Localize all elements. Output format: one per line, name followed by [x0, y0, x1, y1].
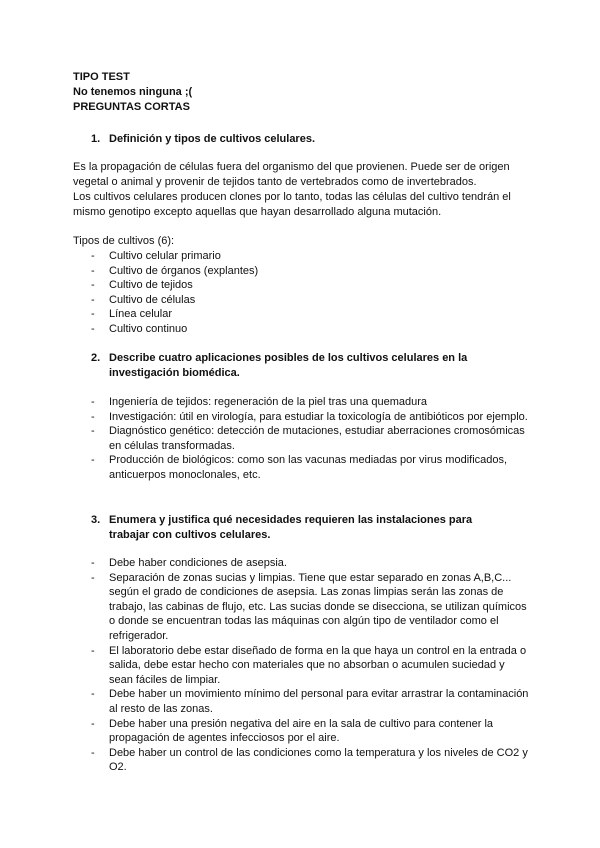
- list-item: [91, 746, 531, 775]
- document-header: [73, 70, 192, 115]
- types-label: Tipos de cultivos (6):: [73, 235, 175, 247]
- list-item-text: Cultivo de células: [109, 293, 196, 306]
- list-item: [91, 278, 531, 293]
- dash-bullet: -: [91, 454, 95, 467]
- dash-bullet: -: [91, 396, 95, 408]
- list-item-text: Cultivo de tejidos: [109, 279, 193, 292]
- question-3-title: [91, 513, 514, 543]
- dash-bullet: -: [91, 250, 95, 262]
- list-item: [91, 556, 531, 571]
- list-item: [91, 410, 531, 425]
- list-item: [91, 395, 531, 410]
- culture-types-list: [91, 249, 531, 337]
- dash-bullet: -: [91, 557, 95, 569]
- list-item: [91, 322, 531, 337]
- list-item-text: Investigación: útil en virología, para estudiar la toxicología de antibióticos por ejemplo.: [109, 410, 528, 423]
- list-item-text: Cultivo celular primario: [109, 250, 221, 262]
- list-item: [91, 644, 531, 688]
- header-line-preguntas-cortas: PREGUNTAS CORTAS: [73, 101, 190, 113]
- list-item-text: Cultivo continuo: [109, 322, 188, 335]
- dash-bullet: -: [91, 425, 95, 438]
- list-item: [91, 571, 531, 644]
- answer-1-paragraph-2: Los cultivos celulares producen clones por lo tanto, todas las células del cultivo tendrán el mismo genotipo excepto aquellas que hayan desarrollado alguna mutación.: [73, 191, 511, 218]
- list-item: [91, 293, 531, 308]
- list-item-text: Debe haber una presión negativa del aire en la sala de cultivo para contener la propagación de agentes infecciosos por el aire.: [109, 717, 494, 745]
- list-item-text: Separación de zonas sucias y limpias. Tiene que estar separado en zonas A,B,C... según el grado de condiciones de asepsia. Las zonas limpias serán las zonas de trabajo, las cabinas de flujo, etc. Las sucias donde se disecciona, se utilizan químicos o donde se encuentran todas las máquinas con algún tipo de ventilador como el refrigerador.: [109, 571, 527, 642]
- list-item: [91, 249, 531, 264]
- dash-bullet: -: [91, 308, 95, 321]
- list-item-text: El laboratorio debe estar diseñado de forma en la que haya un control en la entrada o salida, debe estar hecho con materiales que no absorban o acumulen suciedad y sean fáciles de limpiar.: [109, 644, 527, 686]
- dash-bullet: -: [91, 571, 95, 584]
- list-item: [91, 264, 531, 279]
- list-item: [91, 717, 531, 746]
- list-item-text: Ingeniería de tejidos: regeneración de la piel tras una quemadura: [109, 396, 427, 408]
- dash-bullet: -: [91, 279, 95, 292]
- list-item-text: Cultivo de órganos (explantes): [109, 264, 259, 277]
- dash-bullet: -: [91, 264, 95, 277]
- dash-bullet: -: [91, 717, 95, 730]
- question-2-text: Describe cuatro aplicaciones posibles de los cultivos celulares en la investigación biomédica.: [109, 352, 468, 379]
- question-1-number: 1.: [91, 133, 101, 145]
- question-1-answer: [73, 160, 528, 220]
- question-2-title: [91, 351, 514, 381]
- header-line-no-tenemos: No tenemos ninguna ;(: [73, 86, 193, 98]
- list-item-text: Debe haber un control de las condiciones como la temperatura y los niveles de CO2 y O2.: [109, 746, 528, 774]
- dash-bullet: -: [91, 644, 95, 657]
- list-item: [91, 424, 531, 453]
- dash-bullet: -: [91, 293, 95, 306]
- question-3-number: 3.: [91, 514, 101, 526]
- applications-list: [91, 395, 531, 483]
- dash-bullet: -: [91, 322, 95, 335]
- list-item: [91, 687, 531, 716]
- question-3-text: Enumera y justifica qué necesidades requieren las instalaciones para trabajar con cultivos celulares.: [109, 514, 473, 541]
- dash-bullet: -: [91, 410, 95, 423]
- header-line-tipo-test: TIPO TEST: [73, 71, 130, 83]
- list-item-text: Debe haber un movimiento mínimo del personal para evitar arrastrar la contaminación al resto de las zonas.: [109, 688, 529, 715]
- list-item: [91, 453, 531, 482]
- list-item-text: Diagnóstico genético: detección de mutaciones, estudiar aberraciones cromosómicas en células transformadas.: [109, 425, 525, 452]
- list-item-text: Debe haber condiciones de asepsia.: [109, 557, 287, 569]
- dash-bullet: -: [91, 746, 95, 759]
- list-item-text: Línea celular: [109, 308, 172, 321]
- list-item: [91, 307, 531, 322]
- question-1-title: [91, 132, 514, 147]
- answer-1-paragraph-1: Es la propagación de células fuera del organismo del que provienen. Puede ser de origen vegetal o animal y provenir de tejidos tanto de vertebrados como de invertebrados.: [73, 161, 510, 188]
- dash-bullet: -: [91, 688, 95, 701]
- list-item-text: Producción de biológicos: como son las vacunas mediadas por virus modificados, anticuerpos monoclonales, etc.: [109, 454, 508, 481]
- requirements-list: [91, 556, 531, 775]
- question-1-text: Definición y tipos de cultivos celulares.: [109, 133, 316, 145]
- question-2-number: 2.: [91, 352, 101, 364]
